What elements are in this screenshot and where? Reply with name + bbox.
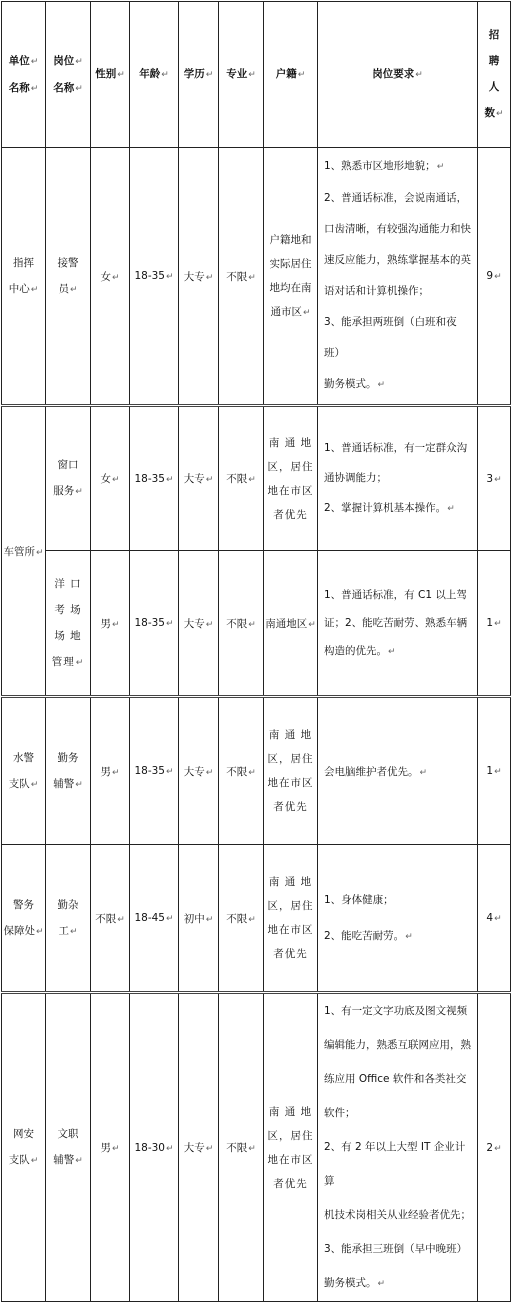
requirements-cell: 会电脑维护者优先。 ↵ bbox=[318, 697, 478, 845]
header-row bbox=[2, 2, 511, 148]
age-cell: 18-35 ↵ bbox=[134, 617, 173, 629]
major-cell: 不限 ↵ bbox=[226, 473, 256, 485]
header-count: 招 聘 人 数 ↵ bbox=[478, 2, 511, 148]
major-cell: 不限 ↵ bbox=[226, 766, 256, 778]
major-cell: 不限 ↵ bbox=[226, 618, 256, 630]
recruitment-table bbox=[1, 1, 511, 1302]
header-hukou: 户籍 ↵ bbox=[276, 68, 306, 80]
position-cell: 勤务 辅警 ↵ bbox=[46, 697, 91, 845]
header-requirements: 岗位要求 ↵ bbox=[372, 68, 423, 80]
table-row bbox=[2, 845, 511, 993]
age-cell: 18-35 ↵ bbox=[134, 473, 173, 485]
header-major: 专业 ↵ bbox=[226, 68, 256, 80]
major-cell: 不限 ↵ bbox=[226, 1142, 256, 1154]
education-cell: 初中 ↵ bbox=[184, 913, 214, 925]
table-row bbox=[2, 551, 511, 697]
gender-cell: 男 ↵ bbox=[100, 766, 119, 778]
hukou-cell: 户籍地和 实际居住 地均在南 通市区 ↵ bbox=[264, 148, 318, 406]
position-cell: 勤杂 工 ↵ bbox=[46, 845, 91, 993]
gender-cell: 女 ↵ bbox=[100, 473, 119, 485]
age-cell: 18-30 ↵ bbox=[134, 1142, 173, 1154]
hukou-cell: 南 通 地 区，居住 地在市区 者优先 bbox=[264, 993, 318, 1302]
education-cell: 大专 ↵ bbox=[184, 618, 214, 630]
header-gender: 性别 ↵ bbox=[95, 68, 125, 80]
table-row bbox=[2, 148, 511, 406]
unit-cell: 车管所 ↵ bbox=[2, 406, 46, 697]
count-cell: 1 ↵ bbox=[486, 765, 501, 777]
hukou-cell: 南通地区 ↵ bbox=[264, 551, 318, 697]
requirements-cell: 1、熟悉市区地形地貌； ↵ 2、普通话标准，会说南通话， 口齿清晰，有较强沟通能力和快 速反应能力，熟练掌握基本的英 语对话和计算机操作； 3、能承担两班倒（白班和夜班） 勤务模式。 ↵ bbox=[318, 148, 478, 406]
position-cell: 文职 辅警 ↵ bbox=[46, 993, 91, 1302]
hukou-cell: 南 通 地 区，居住 地在市区 者优先 bbox=[264, 845, 318, 993]
count-cell: 3 ↵ bbox=[486, 473, 501, 485]
count-cell: 1 ↵ bbox=[486, 617, 501, 629]
age-cell: 18-35 ↵ bbox=[134, 270, 173, 282]
gender-cell: 不限 ↵ bbox=[95, 913, 125, 925]
table-row bbox=[2, 993, 511, 1302]
major-cell: 不限 ↵ bbox=[226, 913, 256, 925]
requirements-cell: 1、普通话标准，有一定群众沟 通协调能力； 2、掌握计算机基本操作。 ↵ bbox=[318, 406, 478, 551]
position-cell: 接警 员 ↵ bbox=[46, 148, 91, 406]
header-unit: 单位 ↵ 名称 ↵ bbox=[2, 2, 46, 148]
requirements-cell: 1、有一定文字功底及图文视频 编辑能力，熟悉互联网应用，熟 练应用 Office 软件和各类社交 软件； 2、有 2 年以上大型 IT 企业计算 机技术岗相关从业经验者优先； 3、能承担三班倒（早中晚班） 勤务模式。 ↵ bbox=[318, 993, 478, 1302]
gender-cell: 男 ↵ bbox=[100, 1142, 119, 1154]
unit-cell: 水警 支队 ↵ bbox=[2, 697, 46, 845]
requirements-cell: 1、身体健康； 2、能吃苦耐劳。 ↵ bbox=[318, 845, 478, 993]
table-row bbox=[2, 406, 511, 551]
major-cell: 不限 ↵ bbox=[226, 271, 256, 283]
unit-cell: 网安 支队 ↵ bbox=[2, 993, 46, 1302]
table-row bbox=[2, 697, 511, 845]
header-position: 岗位 ↵ 名称 ↵ bbox=[46, 2, 91, 148]
age-cell: 18-35 ↵ bbox=[134, 765, 173, 777]
position-cell: 洋 口 考 场 场 地 管理 ↵ bbox=[46, 551, 91, 697]
count-cell: 4 ↵ bbox=[486, 912, 501, 924]
unit-cell: 警务 保障处 ↵ bbox=[2, 845, 46, 993]
count-cell: 9 ↵ bbox=[486, 270, 501, 282]
header-age: 年龄 ↵ bbox=[139, 68, 169, 80]
education-cell: 大专 ↵ bbox=[184, 473, 214, 485]
unit-cell: 指挥 中心 ↵ bbox=[2, 148, 46, 406]
education-cell: 大专 ↵ bbox=[184, 271, 214, 283]
education-cell: 大专 ↵ bbox=[184, 1142, 214, 1154]
header-education: 学历 ↵ bbox=[184, 68, 214, 80]
count-cell: 2 ↵ bbox=[486, 1142, 501, 1154]
gender-cell: 女 ↵ bbox=[100, 271, 119, 283]
hukou-cell: 南 通 地 区，居住 地在市区 者优先 bbox=[264, 697, 318, 845]
age-cell: 18-45 ↵ bbox=[134, 912, 173, 924]
education-cell: 大专 ↵ bbox=[184, 766, 214, 778]
requirements-cell: 1、普通话标准，有 C1 以上驾 证；2、能吃苦耐劳、熟悉车辆 构造的优先。 ↵ bbox=[318, 551, 478, 697]
hukou-cell: 南 通 地 区，居住 地在市区 者优先 bbox=[264, 406, 318, 551]
position-cell: 窗口 服务 ↵ bbox=[46, 406, 91, 551]
gender-cell: 男 ↵ bbox=[100, 618, 119, 630]
